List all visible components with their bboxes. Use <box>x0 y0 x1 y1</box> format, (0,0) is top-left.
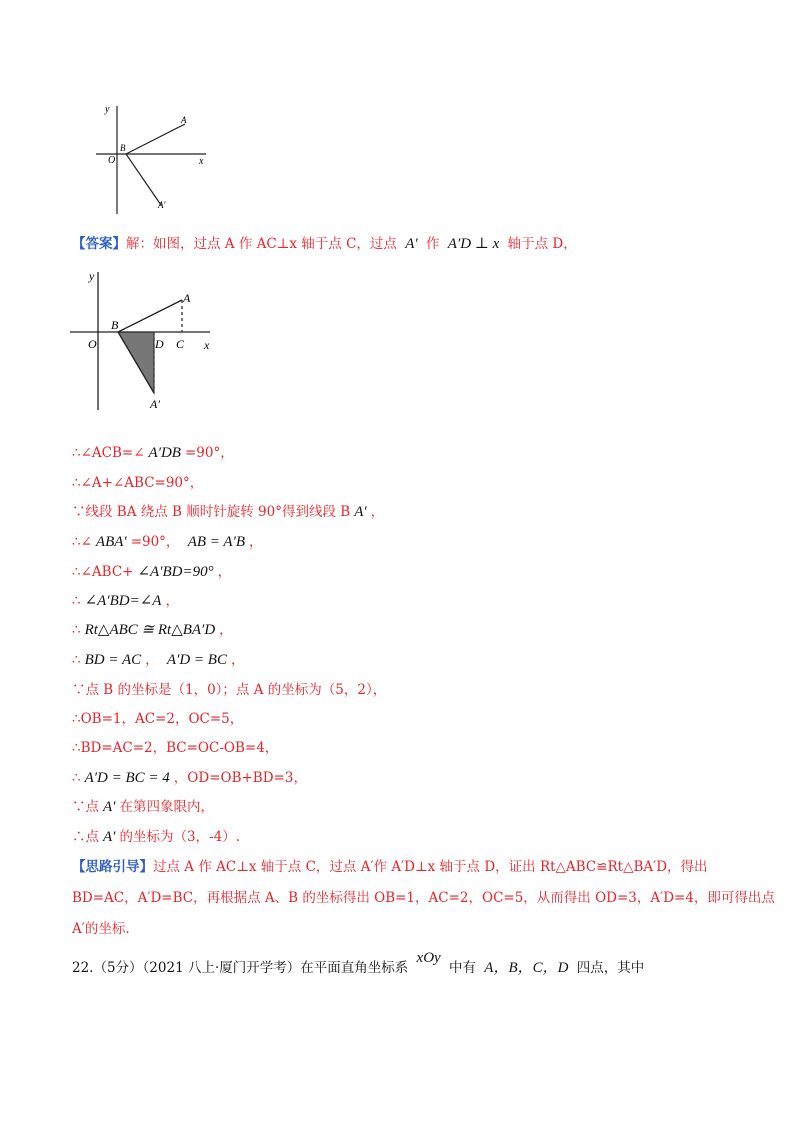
step-text: =90°， <box>184 445 234 461</box>
figure-solution-diagram <box>70 266 220 416</box>
step-text: ∴BD=AC=2，BC=OC-OB=4， <box>72 740 279 756</box>
step-text: ∵线段 BA 绕点 B 顺时针旋转 90°得到线段 B <box>72 504 351 520</box>
segment-ba-prime <box>126 154 161 205</box>
step-9 <box>72 680 386 700</box>
step-text: ， <box>370 504 385 520</box>
step-math: A′D = BC = 4 <box>84 770 170 786</box>
step-6 <box>72 591 179 611</box>
hint-text: A′的坐标. <box>72 921 130 937</box>
step-2 <box>72 473 203 493</box>
step-math: A′ <box>103 829 116 845</box>
step-text: ∵点 B 的坐标是（1，0）；点 A 的坐标为（5，2）， <box>72 682 387 698</box>
answer-line <box>72 234 577 254</box>
step-text: ， <box>217 564 232 580</box>
step-text: ，OD=OB+BD=3， <box>173 770 307 786</box>
step-text: ∵点 <box>72 799 99 815</box>
hint-line-3 <box>72 919 130 939</box>
hint-line-2 <box>72 888 775 908</box>
step-3 <box>72 502 384 522</box>
answer-text-2: 作 <box>425 236 440 252</box>
step-text: ∴∠ABC+ <box>72 564 134 580</box>
step-text: ∴ <box>72 770 81 786</box>
step-text: ∴ <box>72 593 81 609</box>
step-text: ， <box>230 652 245 668</box>
question-prefix: 22.（5分）（2021 八上·厦门开学考）在平面直角坐标系 <box>72 960 409 976</box>
hint-line-1 <box>72 857 708 877</box>
hint-text: BD=AC，A′D=BC，再根据点 A、B 的坐标得出 OB=1，AC=2，OC=5，从而得出 OD=3，A′D=4，即可得出点 <box>72 890 775 906</box>
step-text: ∴∠A+∠ABC=90°， <box>72 475 204 491</box>
step-4 <box>72 532 263 552</box>
step-text: ∴ <box>72 652 81 668</box>
label-a-prime: A′ <box>150 397 160 411</box>
step-text: ∴ <box>72 622 81 638</box>
answer-intro: 解：如图，过点 A 作 AC⊥x 轴于点 C，过点 <box>126 236 397 252</box>
step-math: A′ <box>103 799 116 815</box>
question-22 <box>72 950 645 978</box>
label-o: O <box>108 155 116 166</box>
answer-tag: 【答案】 <box>72 236 126 252</box>
step-text: ∴∠ACB=∠ <box>72 445 145 461</box>
step-math: ∠A′BD=90° <box>137 564 214 580</box>
label-x: x <box>204 338 210 352</box>
step-text: ， <box>249 534 263 550</box>
step-text: ， <box>219 622 233 638</box>
label-d: D <box>155 337 164 351</box>
step-text: ∴∠ <box>72 534 92 550</box>
step-5 <box>72 562 231 582</box>
label-b: B <box>111 318 119 332</box>
hint-tag: 【思路引导】 <box>72 859 153 875</box>
segment-ba <box>126 124 185 154</box>
label-b: B <box>120 143 126 153</box>
step-math: ABA′ <box>95 534 127 550</box>
label-y: y <box>89 269 95 283</box>
step-math: AB = A′B <box>187 534 246 550</box>
step-text: ， <box>165 593 179 609</box>
math-a-prime: A′ <box>405 236 418 252</box>
step-math: A′DB <box>148 445 181 461</box>
label-y: y <box>105 104 110 115</box>
step-7 <box>72 620 233 640</box>
step-math: A′ <box>354 504 367 520</box>
math-perpendicular: A′D ⊥ x <box>447 236 500 252</box>
label-x: x <box>199 156 204 167</box>
question-math-points: A，B，C，D <box>484 960 569 976</box>
step-math: ∠A′BD=∠A <box>84 593 162 609</box>
step-11 <box>72 738 278 758</box>
step-1 <box>72 443 234 463</box>
hint-text: 过点 A 作 AC⊥x 轴于点 C，过点 A′作 A′D⊥x 轴于点 D，证出 Rt△ABC≌Rt△BA′D，得出 <box>153 859 708 875</box>
step-math: A′D = BC <box>166 652 227 668</box>
question-text: 中有 <box>449 960 476 976</box>
figure-rotation-sketch <box>88 98 218 218</box>
step-text: =90°， <box>130 534 180 550</box>
label-a-prime: A′ <box>158 200 166 210</box>
step-text: ， <box>145 652 159 668</box>
step-math: Rt△ABC ≅ Rt△BA′D <box>84 622 216 638</box>
answer-text-3: 轴于点 D， <box>507 236 577 252</box>
step-8 <box>72 650 244 670</box>
question-math-xoy: xOy <box>416 950 441 966</box>
label-o: O <box>88 337 97 351</box>
step-text: 的坐标为（3，-4）. <box>119 829 240 845</box>
segment-ba <box>118 300 182 332</box>
step-13 <box>72 797 214 817</box>
label-a: A <box>183 291 191 305</box>
step-text: 在第四象限内， <box>119 799 214 815</box>
step-10 <box>72 709 243 729</box>
step-text: ∴点 <box>72 829 99 845</box>
step-12 <box>72 768 307 788</box>
step-text: ∴OB=1，AC=2，OC=5， <box>72 711 244 727</box>
step-math: BD = AC <box>84 652 142 668</box>
step-14 <box>72 827 240 847</box>
label-c: C <box>176 337 185 351</box>
question-suffix: 四点，其中 <box>576 960 645 976</box>
label-a: A <box>181 115 187 125</box>
